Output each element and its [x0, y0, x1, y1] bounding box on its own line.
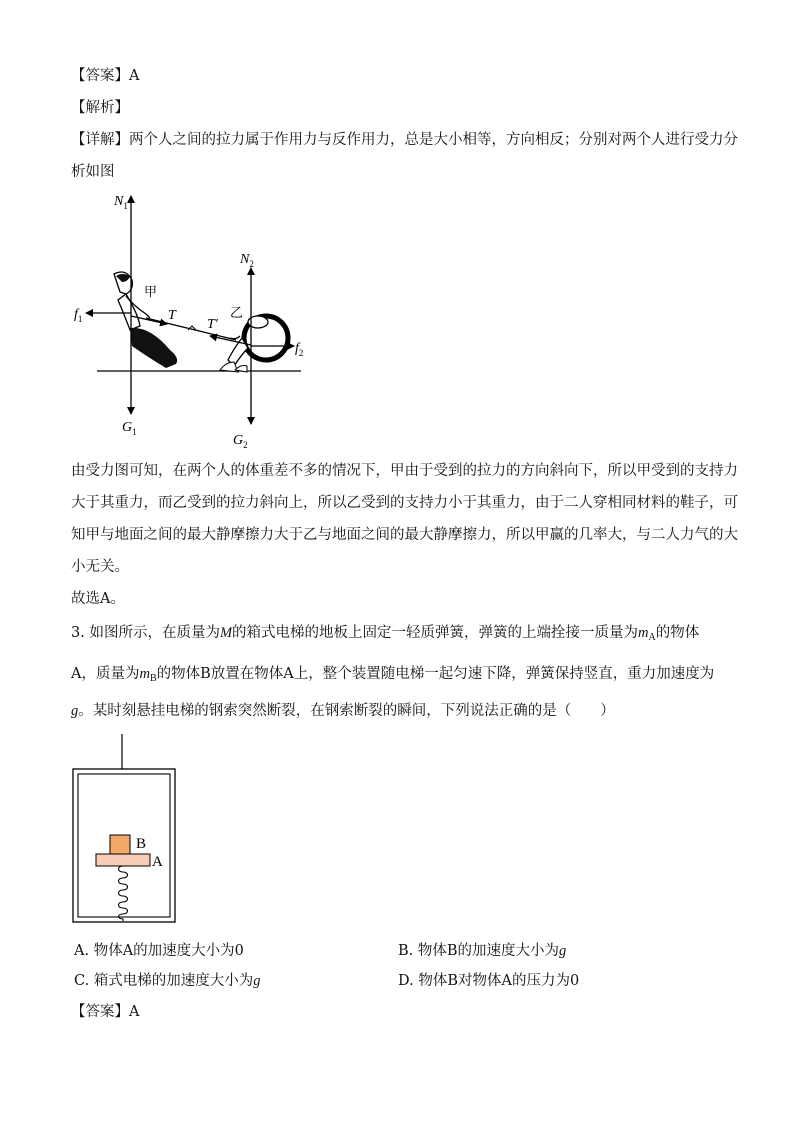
question-3-line-3 — [71, 701, 615, 721]
detail-line-1 — [71, 130, 738, 150]
q3-text-b: 的箱式电梯的地板上固定一轻质弹簧，弹簧的上端拴接一质量为 — [232, 625, 639, 641]
answer-label-1: 【答案】A — [71, 68, 140, 84]
question-3-line-1 — [71, 623, 699, 648]
rope — [146, 318, 236, 340]
conclusion-line-4: 小无关。 — [71, 559, 129, 575]
label-f2: $f_2$ — [295, 341, 304, 358]
spring — [119, 866, 128, 921]
tug-of-war-force-diagram — [70, 188, 320, 450]
detail-text: 两个人之间的拉力属于作用力与反作用力，总是大小相等，方向相反；分别对两个人进行受力分 — [129, 132, 738, 148]
analysis-label: 【解析】 — [71, 100, 129, 116]
person-yi-figure — [220, 316, 288, 372]
q3-gravity-g: g — [71, 703, 79, 719]
question-3-line-2 — [71, 664, 714, 689]
label-yi: 乙 — [230, 306, 244, 321]
label-b: B — [136, 836, 147, 852]
conclusion-line-2: 大于其重力，而乙受到的拉力斜向上，所以乙受到的支持力小于其重力，由于二人穿相同材料的鞋子，可 — [71, 495, 738, 511]
option-c-g: g — [253, 973, 261, 989]
option-c-text: C. 箱式电梯的加速度大小为 — [74, 973, 254, 989]
detail-line-2: 析如图 — [71, 164, 115, 180]
q3-text-c: 的物体 — [655, 625, 700, 641]
label-jia: 甲 — [144, 285, 158, 300]
option-b-g: g — [559, 943, 567, 959]
q3-mass-m: M — [219, 625, 233, 641]
q3-text-a: 3. 如图所示，在质量为 — [71, 625, 220, 641]
label-g2: $G_2$ — [233, 433, 248, 450]
q3-text-f: 。某时刻悬挂电梯的钢索突然断裂，在钢索断裂的瞬间，下列说法正确的是（ ） — [78, 703, 615, 719]
label-f1: $f_1$ — [74, 307, 83, 324]
answer-label-2: 【答案】A — [71, 1004, 140, 1020]
label-t: T — [168, 308, 176, 323]
block-b — [110, 835, 130, 854]
option-b — [398, 941, 566, 961]
option-d: D. 物体B对物体A的压力为0 — [398, 973, 580, 989]
option-a: A. 物体A的加速度大小为0 — [74, 943, 244, 959]
option-c — [74, 971, 261, 991]
q3-text-e: 的物体B放置在物体A上，整个装置随电梯一起匀速下降，弹簧保持竖直，重力加速度为 — [156, 666, 715, 682]
conclusion-line-1: 由受力图可知，在两个人的体重差不多的情况下，甲由于受到的拉力的方向斜向下，所以甲受到的支持力 — [71, 463, 738, 479]
choose-answer: 故选A。 — [71, 591, 125, 607]
option-b-text: B. 物体B的加速度大小为 — [398, 943, 560, 959]
q3-mass-ma: $m_A$ — [638, 625, 656, 643]
q3-text-d: A，质量为 — [71, 666, 140, 682]
label-a: A — [152, 854, 163, 870]
elevator-diagram — [70, 734, 180, 926]
plate-a — [96, 854, 150, 866]
conclusion-line-3: 知甲与地面之间的最大静摩擦力大于乙与地面之间的最大静摩擦力，所以甲赢的几率大，与二人力气的大 — [71, 527, 738, 543]
q3-mass-mb: $m_B$ — [139, 666, 157, 684]
label-n2: $N_2$ — [240, 252, 254, 269]
label-n1: $N_1$ — [114, 194, 128, 211]
label-g1: $G_1$ — [122, 420, 137, 437]
detail-tag: 【详解】 — [71, 132, 129, 148]
label-t-prime: T′ — [207, 317, 218, 332]
